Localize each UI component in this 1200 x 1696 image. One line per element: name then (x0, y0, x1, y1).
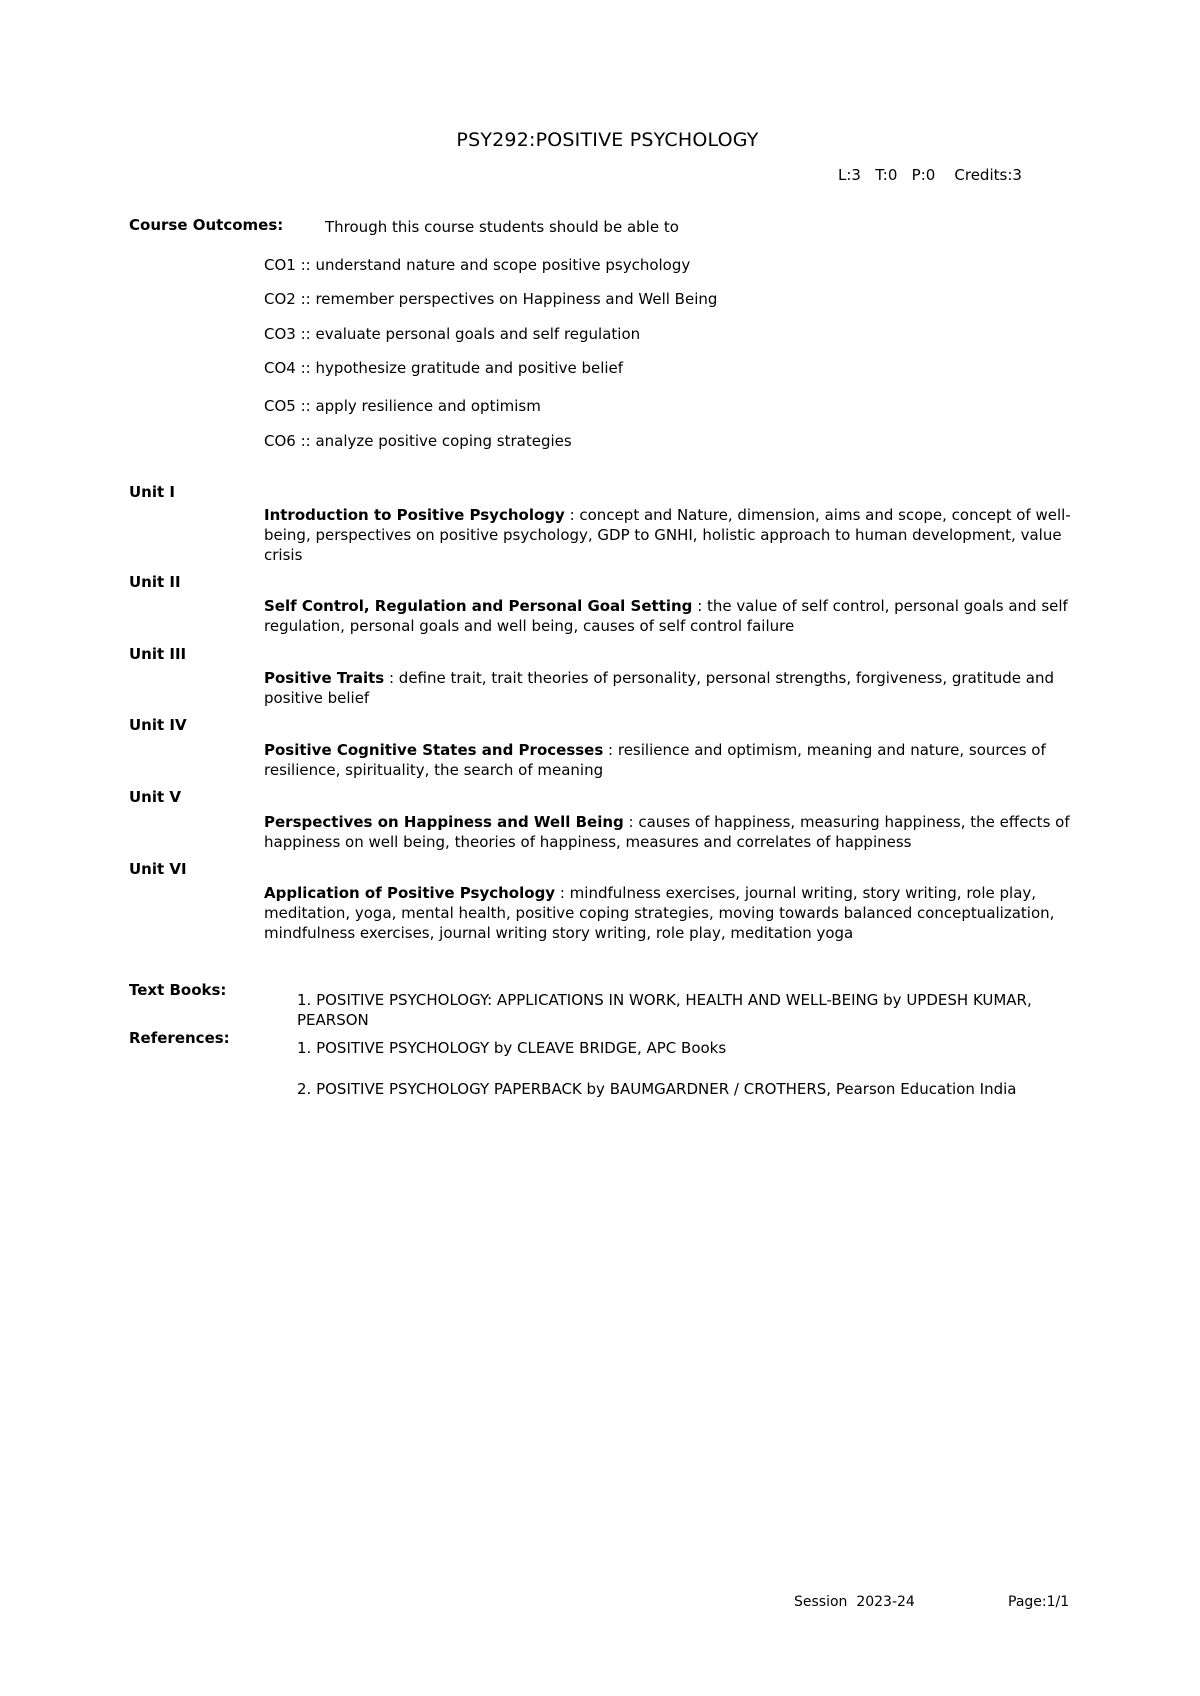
unit-heading: Self Control, Regulation and Personal Goal Setting (264, 597, 693, 615)
unit-label: Unit III (129, 645, 187, 663)
references-label: References: (129, 1029, 230, 1047)
reference-item: 1. POSITIVE PSYCHOLOGY by CLEAVE BRIDGE, APC Books (297, 1039, 727, 1057)
unit-content (264, 740, 1104, 780)
unit-label: Unit V (129, 788, 182, 806)
unit-text: : causes of happiness, measuring happiness, the effects of happiness on well being, theories of happiness, measures and correlates of happiness (264, 813, 1070, 851)
unit-content (264, 812, 1104, 852)
course-outcomes-label: Course Outcomes: (129, 216, 284, 234)
page-number: Page:1/1 (1008, 1594, 1070, 1610)
course-outcome-item: CO2 :: remember perspectives on Happiness and Well Being (264, 290, 718, 308)
unit-text: : concept and Nature, dimension, aims and scope, concept of well-being, perspectives on positive psychology, GDP to GNHI, holistic approach to human development, value crisis (264, 506, 1071, 564)
unit-heading: Positive Cognitive States and Processes (264, 741, 604, 759)
course-outcome-item: CO3 :: evaluate personal goals and self regulation (264, 325, 641, 343)
course-outcome-item: CO5 :: apply resilience and optimism (264, 397, 541, 415)
unit-label: Unit IV (129, 716, 187, 734)
page-title: PSY292:POSITIVE PSYCHOLOGY (456, 129, 759, 151)
course-outcome-item: CO6 :: analyze positive coping strategies (264, 432, 572, 450)
textbook-item: 1. POSITIVE PSYCHOLOGY: APPLICATIONS IN WORK, HEALTH AND WELL-BEING by UPDESH KUMAR, PEARSON (297, 991, 1032, 1029)
course-outcomes-intro: Through this course students should be able to (325, 218, 679, 236)
unit-heading: Perspectives on Happiness and Well Being (264, 813, 624, 831)
unit-label: Unit I (129, 483, 175, 501)
unit-label: Unit II (129, 573, 181, 591)
unit-heading: Application of Positive Psychology (264, 884, 556, 902)
course-outcome-item: CO1 :: understand nature and scope positive psychology (264, 256, 691, 274)
unit-content (264, 668, 1104, 708)
session-label: Session 2023-24 (794, 1594, 915, 1610)
course-outcome-item: CO4 :: hypothesize gratitude and positive belief (264, 359, 624, 377)
unit-content (264, 505, 1104, 565)
reference-item: 2. POSITIVE PSYCHOLOGY PAPERBACK by BAUMGARDNER / CROTHERS, Pearson Education India (297, 1080, 1017, 1098)
unit-text: : the value of self control, personal goals and self regulation, personal goals and well being, causes of self control failure (264, 597, 1068, 635)
unit-content (264, 596, 1104, 636)
unit-text: : mindfulness exercises, journal writing, story writing, role play, meditation, yoga, mental health, positive coping strategies, moving towards balanced conceptualization, mindfulness exercises, journal writing story writing, role play, meditation yoga (264, 884, 1055, 942)
credits-line: L:3 T:0 P:0 Credits:3 (838, 166, 1022, 184)
unit-heading: Introduction to Positive Psychology (264, 506, 565, 524)
unit-text: : define trait, trait theories of personality, personal strengths, forgiveness, gratitude and positive belief (264, 669, 1054, 707)
unit-heading: Positive Traits (264, 669, 385, 687)
unit-label: Unit VI (129, 860, 187, 878)
unit-content (264, 883, 1104, 943)
textbooks-label: Text Books: (129, 981, 227, 999)
unit-text: : resilience and optimism, meaning and nature, sources of resilience, spirituality, the search of meaning (264, 741, 1046, 779)
